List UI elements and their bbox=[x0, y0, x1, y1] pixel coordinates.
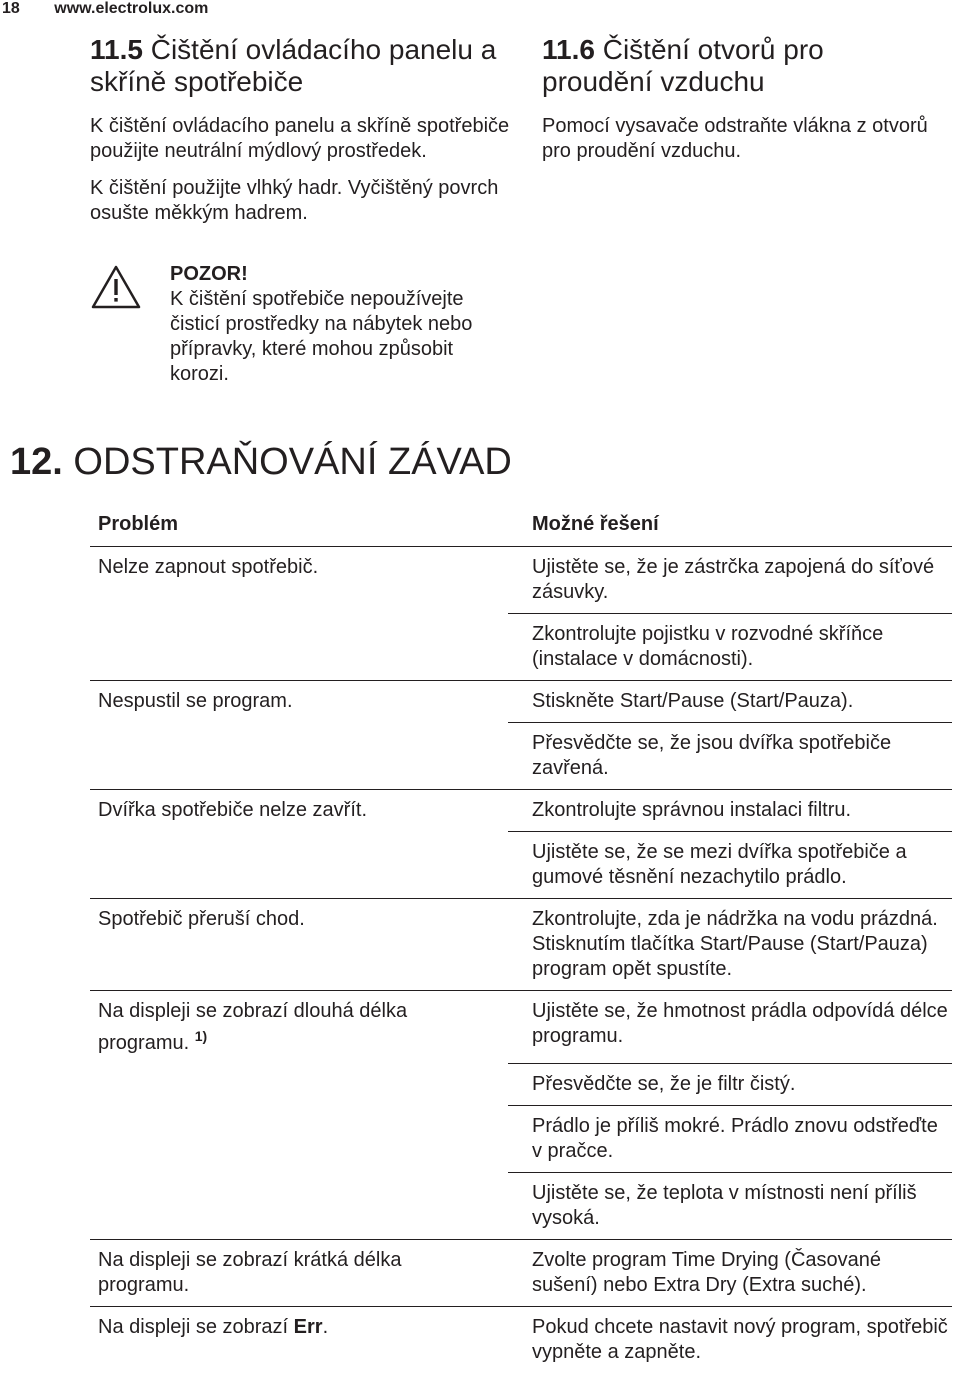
problem-cell bbox=[90, 1173, 508, 1240]
warning-triangle-icon bbox=[90, 264, 142, 310]
problem-cell bbox=[90, 613, 508, 680]
troubleshooting-table bbox=[90, 502, 952, 1373]
table-row bbox=[90, 1064, 952, 1106]
problem-cell bbox=[90, 1307, 508, 1374]
table-row bbox=[90, 789, 952, 831]
section-11-5 bbox=[90, 34, 510, 226]
warning-title: POZOR! bbox=[170, 263, 248, 285]
page-header bbox=[2, 0, 208, 18]
section-11-6-para: Pomocí vysavače odstraňte vlákna z otvorů pro proudění vzduchu. bbox=[542, 115, 928, 162]
problem-cell: Na displeji se zobrazí krátká délka programu. bbox=[90, 1240, 508, 1307]
solution-cell: Přesvědčte se, že je filtr čistý. bbox=[508, 1064, 952, 1106]
solution-cell: Prádlo je příliš mokré. Prádlo znovu odstřeďte v pračce. bbox=[508, 1106, 952, 1173]
problem-cell: Nespustil se program. bbox=[98, 689, 293, 712]
chapter-12-title bbox=[10, 440, 512, 484]
problem-cell: Spotřebič přeruší chod. bbox=[90, 898, 508, 990]
problem-cell bbox=[90, 722, 508, 789]
website-url: www.electrolux.com bbox=[54, 0, 209, 17]
header-problem: Problém bbox=[90, 502, 508, 546]
solution-cell: Zkontrolujte pojistku v rozvodné skříňce (instalace v domácnosti). bbox=[508, 613, 952, 680]
solution-cell: Pokud chcete nastavit nový program, spotřebič vypněte a zapněte. bbox=[532, 1316, 948, 1363]
page-number: 18 bbox=[2, 0, 20, 17]
section-11-6 bbox=[542, 34, 942, 164]
problem-suffix: . bbox=[322, 1316, 329, 1338]
solution-cell: Ujistěte se, že teplota v místnosti není příliš vysoká. bbox=[508, 1173, 952, 1240]
section-11-6-title bbox=[542, 34, 942, 98]
table-row bbox=[90, 1240, 952, 1307]
solution-cell: Zvolte program Time Drying (Časované sušení) nebo Extra Dry (Extra suché). bbox=[508, 1240, 952, 1307]
table-row bbox=[90, 898, 952, 990]
section-11-6-title-text: Čištění otvorů pro proudění vzduchu bbox=[542, 34, 824, 97]
table-row bbox=[90, 990, 952, 1064]
table-row bbox=[90, 1307, 952, 1374]
section-11-5-para2: K čištění použijte vlhký hadr. Vyčištěný povrch osušte měkkým hadrem. bbox=[90, 177, 499, 224]
table-row bbox=[90, 613, 952, 680]
warning-text: K čištění spotřebiče nepoužívejte čisticí prostředky na nábytek nebo přípravky, které mohou způsobit korozi. bbox=[170, 288, 473, 385]
problem-cell bbox=[90, 1106, 508, 1173]
section-11-5-para1: K čištění ovládacího panelu a skříně spotřebiče použijte neutrální mýdlový prostředek. bbox=[90, 115, 510, 162]
section-11-5-number: 11.5 bbox=[90, 34, 143, 65]
table-row bbox=[90, 680, 952, 722]
problem-cell: Dvířka spotřebiče nelze zavřít. bbox=[98, 798, 367, 821]
table-row bbox=[90, 1106, 952, 1173]
section-11-5-title-text: Čištění ovládacího panelu a skříně spotřebiče bbox=[90, 34, 497, 97]
problem-cell bbox=[90, 990, 508, 1064]
problem-cell bbox=[90, 1064, 508, 1106]
warning-content bbox=[170, 262, 510, 387]
solution-cell: Ujistěte se, že hmotnost prádla odpovídá délce programu. bbox=[508, 990, 952, 1064]
error-code: Err bbox=[293, 1316, 323, 1338]
solution-cell: Ujistěte se, že je zástrčka zapojená do síťové zásuvky. bbox=[508, 546, 952, 613]
table-row bbox=[90, 1173, 952, 1240]
footnote-marker: 1) bbox=[194, 1027, 208, 1044]
solution-cell: Zkontrolujte, zda je nádržka na vodu prázdná. Stisknutím tlačítka Start/Pause (Start/Pauza) program opět spustíte. bbox=[508, 898, 952, 990]
solution-cell: Stiskněte Start/Pause (Start/Pauza). bbox=[508, 680, 952, 722]
solution-cell: Zkontrolujte správnou instalaci filtru. bbox=[508, 789, 952, 831]
solution-cell: Přesvědčte se, že jsou dvířka spotřebiče zavřená. bbox=[508, 722, 952, 789]
problem-prefix: Na displeji se zobrazí bbox=[98, 1316, 294, 1338]
section-11-6-number: 11.6 bbox=[542, 34, 595, 65]
problem-cell: Nelze zapnout spotřebič. bbox=[98, 555, 319, 578]
header-solution: Možné řešení bbox=[508, 502, 952, 546]
chapter-12-number: 12. bbox=[10, 441, 63, 483]
problem-text: Na displeji se zobrazí dlouhá délka programu. bbox=[98, 999, 408, 1054]
table-header-row bbox=[90, 502, 952, 546]
solution-cell: Ujistěte se, že se mezi dvířka spotřebiče a gumové těsnění nezachytilo prádlo. bbox=[508, 831, 952, 898]
section-11-5-title bbox=[90, 34, 510, 98]
table-row bbox=[90, 722, 952, 789]
table-row bbox=[90, 546, 952, 613]
table-row bbox=[90, 831, 952, 898]
problem-cell bbox=[90, 831, 508, 898]
chapter-12-title-text: ODSTRAŇOVÁNÍ ZÁVAD bbox=[73, 441, 512, 483]
